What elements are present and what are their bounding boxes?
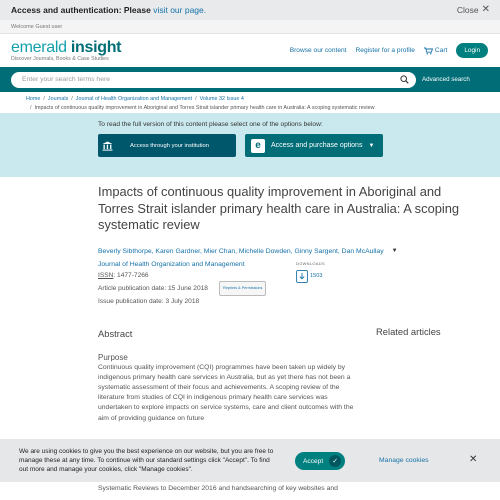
reprints-permissions-button[interactable]: Reprints & Permissions — [219, 281, 266, 296]
cookie-text: We are using cookies to give you the best experience on our website, but you are free to manage these at any time. To continue with our standard settings click "Accept". To find out more and manage your cookies, click "Manage cookies". — [19, 448, 274, 473]
issn-label: ISSN — [98, 271, 114, 279]
cookie-banner — [0, 439, 500, 482]
browse-content-link[interactable]: Browse our content — [289, 47, 347, 54]
login-button[interactable]: Login — [456, 43, 488, 58]
article-meta — [98, 259, 500, 307]
chevron-down-icon: ▼ — [368, 142, 375, 149]
search-box — [11, 72, 416, 88]
access-notice-bar — [0, 0, 500, 20]
issue-publication-date: Issue publication date: 3 July 2018 — [98, 297, 200, 305]
search-bar — [0, 67, 500, 92]
close-icon: ✕ — [481, 4, 490, 15]
breadcrumb-journals[interactable]: Journals — [47, 96, 69, 102]
logo-bold-text: insight — [70, 38, 122, 56]
check-icon: ✓ — [329, 455, 341, 467]
institution-icon — [98, 141, 116, 151]
close-cookie-banner-icon[interactable]: ✕ — [469, 454, 478, 465]
register-profile-link[interactable]: Register for a profile — [355, 47, 415, 54]
search-input[interactable] — [22, 76, 342, 83]
visit-page-link[interactable]: visit our page. — [153, 5, 207, 15]
logo-tagline: Discover Journals, Books & Case Studies — [11, 55, 109, 62]
issn-value: : 1477-7266 — [113, 271, 149, 279]
pub-date-text: Article publication date: 15 June 2018 — [98, 284, 208, 292]
accept-cookies-button[interactable] — [295, 452, 345, 470]
breadcrumb-journal[interactable]: Journal of Health Organization and Management — [75, 96, 193, 102]
welcome-user-bar: Welcome Guest user — [0, 20, 500, 34]
purpose-text: Continuous quality improvement (CQI) programmes have been taken up widely by indigenous primary health care services in Australia, but as yet there has not been a systematic assessment of their focus and achievements. A scoping review of the literature from studies of CQI in indigenous primary health care services was undertaken to explore impacts on service systems, care and client outcomes with the aim of providing guidance on future — [98, 363, 354, 422]
breadcrumb-volume[interactable]: Volume 32 Issue 4 — [199, 96, 244, 102]
access-notice-text: Access and authentication: Please visit our page. — [11, 5, 207, 15]
breadcrumb-current: Impacts of continuous quality improvement in Aboriginal and Torres Strait islander primary health care in Australia: A scoping systematic review — [34, 105, 375, 111]
accept-label: Accept — [303, 457, 324, 465]
cart-label: Cart — [434, 47, 448, 54]
header-nav — [290, 43, 488, 58]
manage-cookies-link[interactable]: Manage cookies — [379, 457, 429, 464]
article-title: Impacts of continuous quality improvement in Aboriginal and Torres Strait islander primary health care in Australia: A scoping systematic review — [98, 184, 460, 232]
purchase-button-label: Access and purchase options — [271, 142, 363, 149]
advanced-search-link[interactable]: Advanced search — [422, 76, 470, 83]
access-options-panel — [0, 113, 500, 177]
authors-text: Beverly Sibthorpe, Karen Gardner, Mier Chan, Michelle Dowden, Ginny Sargent, Dan McAullay — [98, 247, 384, 255]
close-notice-button[interactable] — [457, 5, 490, 15]
search-icon[interactable] — [400, 75, 409, 84]
breadcrumb: Home / Journals / Journal of Health Organization and Management / Volume 32 Issue 4 / Impacts of continuous quality improvement in Aboriginal and Torres Strait islander primary health care in Australia: A scoping systematic review — [26, 96, 375, 111]
journal-link[interactable]: Journal of Health Organization and Management — [98, 260, 245, 268]
close-label: Close — [456, 5, 479, 15]
downloads-label: DOWNLOADS — [296, 260, 325, 266]
article-section — [0, 184, 500, 424]
institution-access-button[interactable] — [98, 134, 236, 157]
methodology-text: Systematic Reviews to December 2016 and handsearching of key websites and — [98, 485, 338, 492]
breadcrumb-home[interactable]: Home — [26, 96, 41, 102]
site-header — [0, 34, 500, 67]
emerald-insight-logo[interactable] — [11, 40, 121, 62]
logo-light-text: emerald — [11, 38, 67, 56]
cart-link[interactable] — [424, 47, 447, 55]
institution-button-label: Access through your institution — [130, 142, 209, 149]
emerald-e-icon: e — [251, 139, 265, 153]
authors-expand-icon[interactable]: ▼ — [391, 248, 398, 254]
article-publication-date — [98, 281, 500, 296]
downloads-count: 1503 — [310, 273, 323, 279]
authors-list[interactable] — [98, 248, 500, 255]
downloads-block — [296, 261, 325, 283]
download-icon — [296, 270, 308, 283]
purpose-heading: Purpose — [98, 352, 128, 362]
access-message: To read the full version of this content please select one of the options below: — [98, 121, 323, 128]
abstract-heading: Abstract — [98, 327, 133, 339]
purchase-options-button[interactable] — [245, 134, 383, 157]
cart-icon — [424, 47, 433, 55]
related-articles-heading: Related articles — [376, 326, 441, 337]
